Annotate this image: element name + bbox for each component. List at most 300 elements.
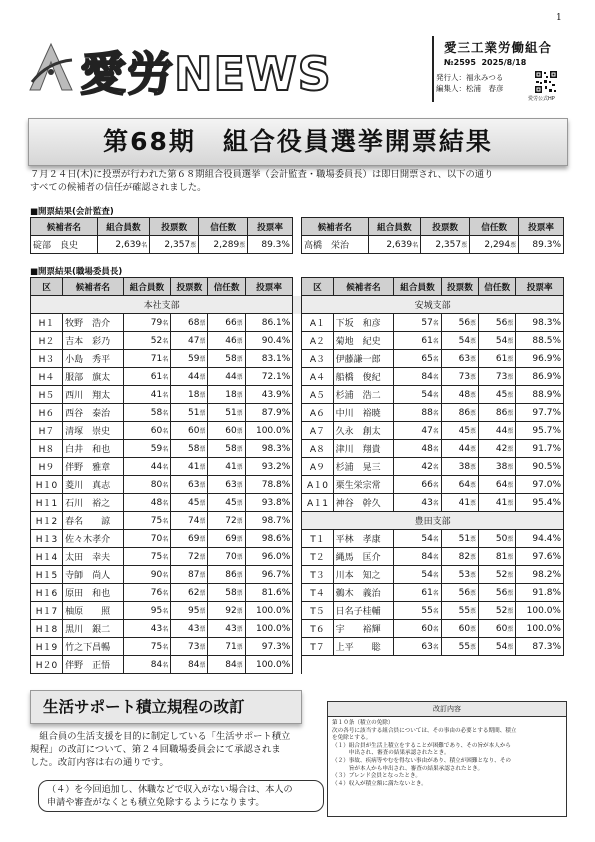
votes-cell (171, 548, 208, 566)
eligible-cell (394, 548, 442, 566)
approvals-cell-value: 81 (495, 551, 508, 562)
votes-cell (441, 548, 478, 566)
revision-line: （１）組合員が生活上積立をすることが困難であり、その旨が本人から (332, 742, 512, 749)
unit-label: 票 (507, 319, 514, 327)
unit-label: 票 (199, 553, 206, 561)
column-gap (293, 278, 302, 296)
approvals-cell (208, 476, 245, 494)
eligible-cell (394, 584, 442, 602)
empty-cell (516, 656, 564, 674)
column-gap (293, 368, 302, 386)
table-row (31, 584, 564, 602)
col-approvals: 信任数 (479, 278, 516, 296)
votes-cell-value: 45 (458, 425, 471, 436)
approvals-cell-value: 44 (225, 371, 237, 382)
eligible-cell-value: 88 (421, 407, 433, 418)
votes-cell-value: 41 (188, 461, 200, 472)
rate-cell: 93.2% (245, 458, 293, 476)
votes-cell (171, 404, 208, 422)
support-body (30, 730, 306, 769)
candidate-cell: 栗生栄宗常 (333, 476, 394, 494)
support-note (38, 780, 324, 812)
unit-label: 票 (470, 355, 477, 363)
unit-label: 名 (432, 607, 439, 615)
column-gap (293, 332, 302, 350)
votes-cell-value: 69 (188, 533, 200, 544)
rate-cell: 98.6% (245, 530, 293, 548)
title-banner (28, 118, 568, 166)
rate-cell: 86.1% (245, 314, 293, 332)
unit-label: 名 (162, 535, 169, 543)
area-cell: A４ (302, 368, 333, 386)
unit-label: 名 (432, 481, 439, 489)
column-gap (293, 566, 302, 584)
audit-results-table (30, 217, 564, 254)
unit-label: 票 (236, 337, 243, 345)
area-cell: H１9 (31, 638, 63, 656)
candidate-cell: 吉本 彩乃 (63, 332, 124, 350)
eligible-cell-value: 61 (421, 335, 433, 346)
branch-label: 豊田支部 (302, 512, 564, 530)
audit-section-heading: ■開票結果(会計監査) (30, 207, 114, 217)
unit-label: 名 (432, 355, 439, 363)
eligible-cell-value: 75 (150, 551, 163, 562)
approvals-cell-value: 64 (495, 479, 508, 490)
unit-label: 票 (199, 481, 206, 489)
area-cell: T４ (302, 584, 333, 602)
approvals-cell-value: 61 (495, 353, 508, 364)
eligible-cell (123, 584, 171, 602)
approvals-cell-value: 58 (225, 353, 237, 364)
unit-label: 名 (162, 355, 169, 363)
column-gap (293, 314, 302, 332)
votes-cell (441, 386, 478, 404)
candidate-cell: 太田 幸夫 (63, 548, 124, 566)
candidate-cell: 春名 諒 (63, 512, 124, 530)
unit-label: 票 (510, 241, 517, 249)
empty-cell (302, 656, 333, 674)
rate-cell: 87.3% (516, 638, 564, 656)
unit-label: 票 (470, 499, 477, 507)
unit-label: 票 (236, 571, 243, 579)
header-divider (432, 36, 434, 102)
publisher-line: 発行人：福永みつる (436, 73, 504, 82)
support-body-line: した。改訂内容は右の通りです。 (30, 757, 169, 768)
eligible-cell (394, 422, 442, 440)
approvals-cell-value: 63 (225, 479, 237, 490)
candidate-cell: 伴野 正悟 (63, 656, 124, 674)
unit-label: 票 (236, 463, 243, 471)
eligible-cell (394, 314, 442, 332)
votes-cell-value: 45 (188, 497, 200, 508)
votes-cell (441, 476, 478, 494)
unit-label: 名 (432, 373, 439, 381)
unit-label: 名 (432, 391, 439, 399)
table-row (31, 332, 564, 350)
area-cell: H３ (31, 350, 63, 368)
candidate-cell: 宇 裕輝 (333, 620, 394, 638)
approvals-cell (208, 656, 245, 674)
approvals-cell-value: 38 (495, 461, 508, 472)
approvals-cell (479, 638, 516, 656)
unit-label: 票 (199, 373, 206, 381)
unit-label: 名 (432, 535, 439, 543)
votes-cell-value: 55 (458, 641, 471, 652)
eligible-cell (394, 350, 442, 368)
votes-cell (421, 236, 470, 254)
votes-cell (171, 386, 208, 404)
candidate-cell: 伴野 雅章 (63, 458, 124, 476)
candidate-cell: 小島 秀平 (63, 350, 124, 368)
table-row (31, 548, 564, 566)
unit-label: 名 (412, 241, 419, 249)
unit-label: 票 (239, 241, 246, 249)
eligible-cell-value: 90 (150, 569, 163, 580)
col-approvals: 信任数 (470, 218, 519, 236)
approvals-cell (208, 494, 245, 512)
area-cell: T１ (302, 530, 333, 548)
rate-cell: 78.8% (245, 476, 293, 494)
votes-cell-value: 74 (188, 515, 200, 526)
votes-cell-value: 68 (188, 317, 200, 328)
col-eligible: 組合員数 (394, 278, 442, 296)
unit-label: 名 (432, 571, 439, 579)
eligible-cell (394, 638, 442, 656)
area-cell: T２ (302, 548, 333, 566)
approvals-cell (479, 422, 516, 440)
column-gap (293, 476, 302, 494)
approvals-cell (479, 404, 516, 422)
approvals-cell-value: 50 (495, 533, 508, 544)
unit-label: 票 (470, 607, 477, 615)
support-heading-box (30, 690, 302, 724)
eligible-cell (394, 620, 442, 638)
eligible-cell-value: 61 (150, 371, 163, 382)
unit-label: 票 (470, 445, 477, 453)
unit-label: 名 (162, 481, 169, 489)
unit-label: 票 (199, 517, 206, 525)
eligible-cell-value: 76 (150, 587, 163, 598)
approvals-cell (208, 368, 245, 386)
col-votes: 投票数 (150, 218, 199, 236)
eligible-cell-value: 80 (150, 479, 163, 490)
approvals-cell-value: 41 (225, 461, 237, 472)
votes-cell-value: 47 (188, 335, 200, 346)
votes-cell (441, 368, 478, 386)
votes-cell (171, 638, 208, 656)
col-approvals: 信任数 (199, 218, 248, 236)
eligible-cell (394, 440, 442, 458)
votes-cell (441, 530, 478, 548)
unit-label: 票 (507, 607, 514, 615)
revision-title: 改訂内容 (328, 702, 566, 717)
column-gap (293, 296, 302, 314)
eligible-cell (394, 386, 442, 404)
eligible-cell-value: 59 (150, 443, 163, 454)
unit-label: 票 (199, 535, 206, 543)
area-cell: A９ (302, 458, 333, 476)
unit-label: 名 (162, 337, 169, 345)
table-row (31, 440, 564, 458)
approvals-cell-value: 41 (495, 497, 508, 508)
workplace-results-body (31, 296, 564, 674)
candidate-cell: 下坂 和彦 (333, 314, 394, 332)
rate-cell: 81.6% (245, 584, 293, 602)
column-gap (293, 494, 302, 512)
rate-cell: 100.0% (516, 602, 564, 620)
col-rate: 投票率 (248, 218, 293, 236)
rate-cell: 89.3% (248, 236, 293, 254)
unit-label: 名 (162, 463, 169, 471)
approvals-cell-value: 92 (225, 605, 237, 616)
note-line: 申請や審査がなくとも積立免除するようになります。 (47, 798, 265, 808)
votes-cell-value: 58 (188, 443, 200, 454)
candidate-cell: 服部 旗太 (63, 368, 124, 386)
area-cell: A１0 (302, 476, 333, 494)
issue-info (444, 58, 526, 67)
votes-cell (441, 602, 478, 620)
empty-cell (441, 656, 478, 674)
eligible-cell-value: 84 (421, 551, 433, 562)
area-cell: A１1 (302, 494, 333, 512)
approvals-cell-value: 84 (225, 659, 237, 670)
approvals-cell (479, 386, 516, 404)
unit-label: 名 (162, 571, 169, 579)
eligible-cell (123, 638, 171, 656)
votes-cell (171, 332, 208, 350)
approvals-cell (479, 620, 516, 638)
candidate-cell: 縄馬 匡介 (333, 548, 394, 566)
table-row (31, 350, 564, 368)
unit-label: 票 (199, 661, 206, 669)
unit-label: 票 (507, 625, 514, 633)
rate-cell: 89.3% (519, 236, 564, 254)
column-gap (293, 440, 302, 458)
area-cell: H１3 (31, 530, 63, 548)
candidate-cell: 川本 知之 (333, 566, 394, 584)
column-gap (293, 386, 302, 404)
revision-line: 申出され、審査の結果承認されたとき。 (332, 750, 450, 757)
unit-label: 票 (470, 643, 477, 651)
eligible-cell (123, 620, 171, 638)
area-cell: H１8 (31, 620, 63, 638)
eligible-cell (123, 512, 171, 530)
table-row (31, 296, 564, 314)
rate-cell: 91.7% (516, 440, 564, 458)
votes-cell (171, 512, 208, 530)
candidate-cell: 西谷 泰治 (63, 404, 124, 422)
approvals-cell (479, 566, 516, 584)
candidate-cell: 伊藤謙一郎 (333, 350, 394, 368)
eligible-cell (368, 236, 421, 254)
eligible-cell-value: 43 (421, 497, 433, 508)
votes-cell (441, 566, 478, 584)
approvals-cell (479, 476, 516, 494)
unit-label: 票 (470, 409, 477, 417)
approvals-cell (208, 314, 245, 332)
approvals-cell (208, 458, 245, 476)
eligible-cell (97, 236, 150, 254)
unit-label: 票 (199, 625, 206, 633)
eligible-cell (394, 368, 442, 386)
approvals-cell (208, 440, 245, 458)
eligible-cell-value: 54 (421, 389, 433, 400)
approvals-cell-value: 86 (495, 407, 508, 418)
votes-cell-value: 18 (188, 389, 200, 400)
area-cell: H２ (31, 332, 63, 350)
unit-label: 名 (162, 373, 169, 381)
issue-date: 2025/8/18 (481, 58, 527, 67)
unit-label: 票 (199, 607, 206, 615)
votes-cell-value: 62 (188, 587, 200, 598)
votes-cell (171, 530, 208, 548)
votes-cell-value: 2,357 (435, 239, 462, 250)
unit-label: 票 (236, 409, 243, 417)
votes-cell-value: 48 (458, 389, 471, 400)
votes-cell-value: 56 (458, 587, 471, 598)
approvals-cell-value: 56 (495, 587, 508, 598)
candidate-cell: 船橋 俊紀 (333, 368, 394, 386)
votes-cell-value: 55 (458, 605, 471, 616)
table-row (31, 422, 564, 440)
intro-text (30, 168, 565, 194)
eligible-cell-value: 71 (150, 353, 163, 364)
eligible-cell (394, 476, 442, 494)
column-gap (293, 584, 302, 602)
eligible-cell-value: 55 (421, 605, 433, 616)
unit-label: 票 (470, 319, 477, 327)
candidate-cell: 竹之下昌暢 (63, 638, 124, 656)
votes-cell (171, 476, 208, 494)
unit-label: 票 (507, 643, 514, 651)
candidate-cell: 黒川 銀二 (63, 620, 124, 638)
eligible-cell-value: 79 (150, 317, 163, 328)
eligible-cell (394, 530, 442, 548)
unit-label: 票 (470, 535, 477, 543)
unit-label: 票 (236, 391, 243, 399)
unit-label: 票 (507, 481, 514, 489)
editor-line: 編集人：松浦 春彦 (436, 84, 504, 93)
rate-cell: 72.1% (245, 368, 293, 386)
support-heading: 生活サポート積立規程の改訂 (43, 698, 245, 716)
votes-cell (171, 458, 208, 476)
unit-label: 票 (190, 241, 197, 249)
col-candidate: 候補者名 (301, 218, 368, 236)
approvals-cell-value: 54 (495, 641, 508, 652)
area-cell: H４ (31, 368, 63, 386)
table-row (31, 314, 564, 332)
votes-cell-value: 87 (188, 569, 200, 580)
intro-line: すべての候補者の信任が確認されました。 (30, 182, 207, 193)
table-row (31, 656, 564, 674)
approvals-cell (208, 548, 245, 566)
union-name: 愛三工業労働組合 (444, 40, 553, 55)
votes-cell-value: 56 (458, 317, 471, 328)
unit-label: 名 (162, 661, 169, 669)
unit-label: 票 (507, 355, 514, 363)
approvals-cell (479, 458, 516, 476)
area-cell: H１2 (31, 512, 63, 530)
eligible-cell-value: 2,639 (115, 239, 142, 250)
support-body-line: 組合員の生活支援を目的に制定している「生活サポート積立 (30, 731, 291, 742)
column-gap (293, 656, 302, 674)
rate-cell: 90.4% (245, 332, 293, 350)
approvals-cell (208, 620, 245, 638)
rate-cell: 88.5% (516, 332, 564, 350)
approvals-cell-value: 70 (225, 551, 237, 562)
unit-label: 票 (236, 481, 243, 489)
votes-cell (441, 404, 478, 422)
candidate-cell: 鵜木 義治 (333, 584, 394, 602)
eligible-cell-value: 95 (150, 605, 163, 616)
unit-label: 票 (507, 427, 514, 435)
votes-cell-value: 44 (458, 443, 471, 454)
approvals-cell (479, 584, 516, 602)
area-cell: H１6 (31, 584, 63, 602)
revision-line: （３）ブレンド会員となったとき。 (332, 773, 421, 780)
column-gap (292, 236, 301, 254)
unit-label: 票 (199, 589, 206, 597)
eligible-cell-value: 84 (421, 371, 433, 382)
column-gap (293, 530, 302, 548)
area-cell: H１5 (31, 566, 63, 584)
rate-cell: 100.0% (245, 422, 293, 440)
area-cell: H９ (31, 458, 63, 476)
unit-label: 票 (199, 643, 206, 651)
votes-cell-value: 43 (188, 623, 200, 634)
unit-label: 票 (236, 607, 243, 615)
eligible-cell-value: 2,639 (386, 239, 413, 250)
rate-cell: 96.7% (245, 566, 293, 584)
unit-label: 票 (470, 571, 477, 579)
table-row (31, 386, 564, 404)
votes-cell (171, 620, 208, 638)
qr-code-icon[interactable] (534, 70, 558, 94)
eligible-cell-value: 47 (421, 425, 433, 436)
area-cell: A１ (302, 314, 333, 332)
rate-cell: 86.9% (516, 368, 564, 386)
approvals-cell-value: 60 (225, 425, 237, 436)
votes-cell-value: 73 (188, 641, 200, 652)
col-candidate: 候補者名 (31, 218, 98, 236)
rate-cell: 98.3% (245, 440, 293, 458)
votes-cell-value: 53 (458, 569, 471, 580)
eligible-cell (123, 656, 171, 674)
issue-number: №2595 (444, 58, 476, 67)
candidate-cell: 津川 翔貴 (333, 440, 394, 458)
votes-cell-value: 82 (458, 551, 471, 562)
unit-label: 票 (236, 445, 243, 453)
votes-cell-value: 95 (188, 605, 200, 616)
unit-label: 名 (432, 589, 439, 597)
empty-cell (394, 656, 442, 674)
unit-label: 票 (199, 409, 206, 417)
approvals-cell (479, 440, 516, 458)
approvals-cell-value: 43 (225, 623, 237, 634)
approvals-cell (479, 548, 516, 566)
rate-cell: 97.3% (245, 638, 293, 656)
eligible-cell (123, 566, 171, 584)
unit-label: 票 (236, 319, 243, 327)
unit-label: 名 (162, 427, 169, 435)
unit-label: 票 (199, 463, 206, 471)
unit-label: 票 (470, 553, 477, 561)
rate-cell: 96.9% (516, 350, 564, 368)
eligible-cell-value: 48 (421, 443, 433, 454)
eligible-cell (394, 602, 442, 620)
workplace-section-heading: ■開票結果(職場委員長) (30, 267, 123, 277)
approvals-cell (479, 494, 516, 512)
